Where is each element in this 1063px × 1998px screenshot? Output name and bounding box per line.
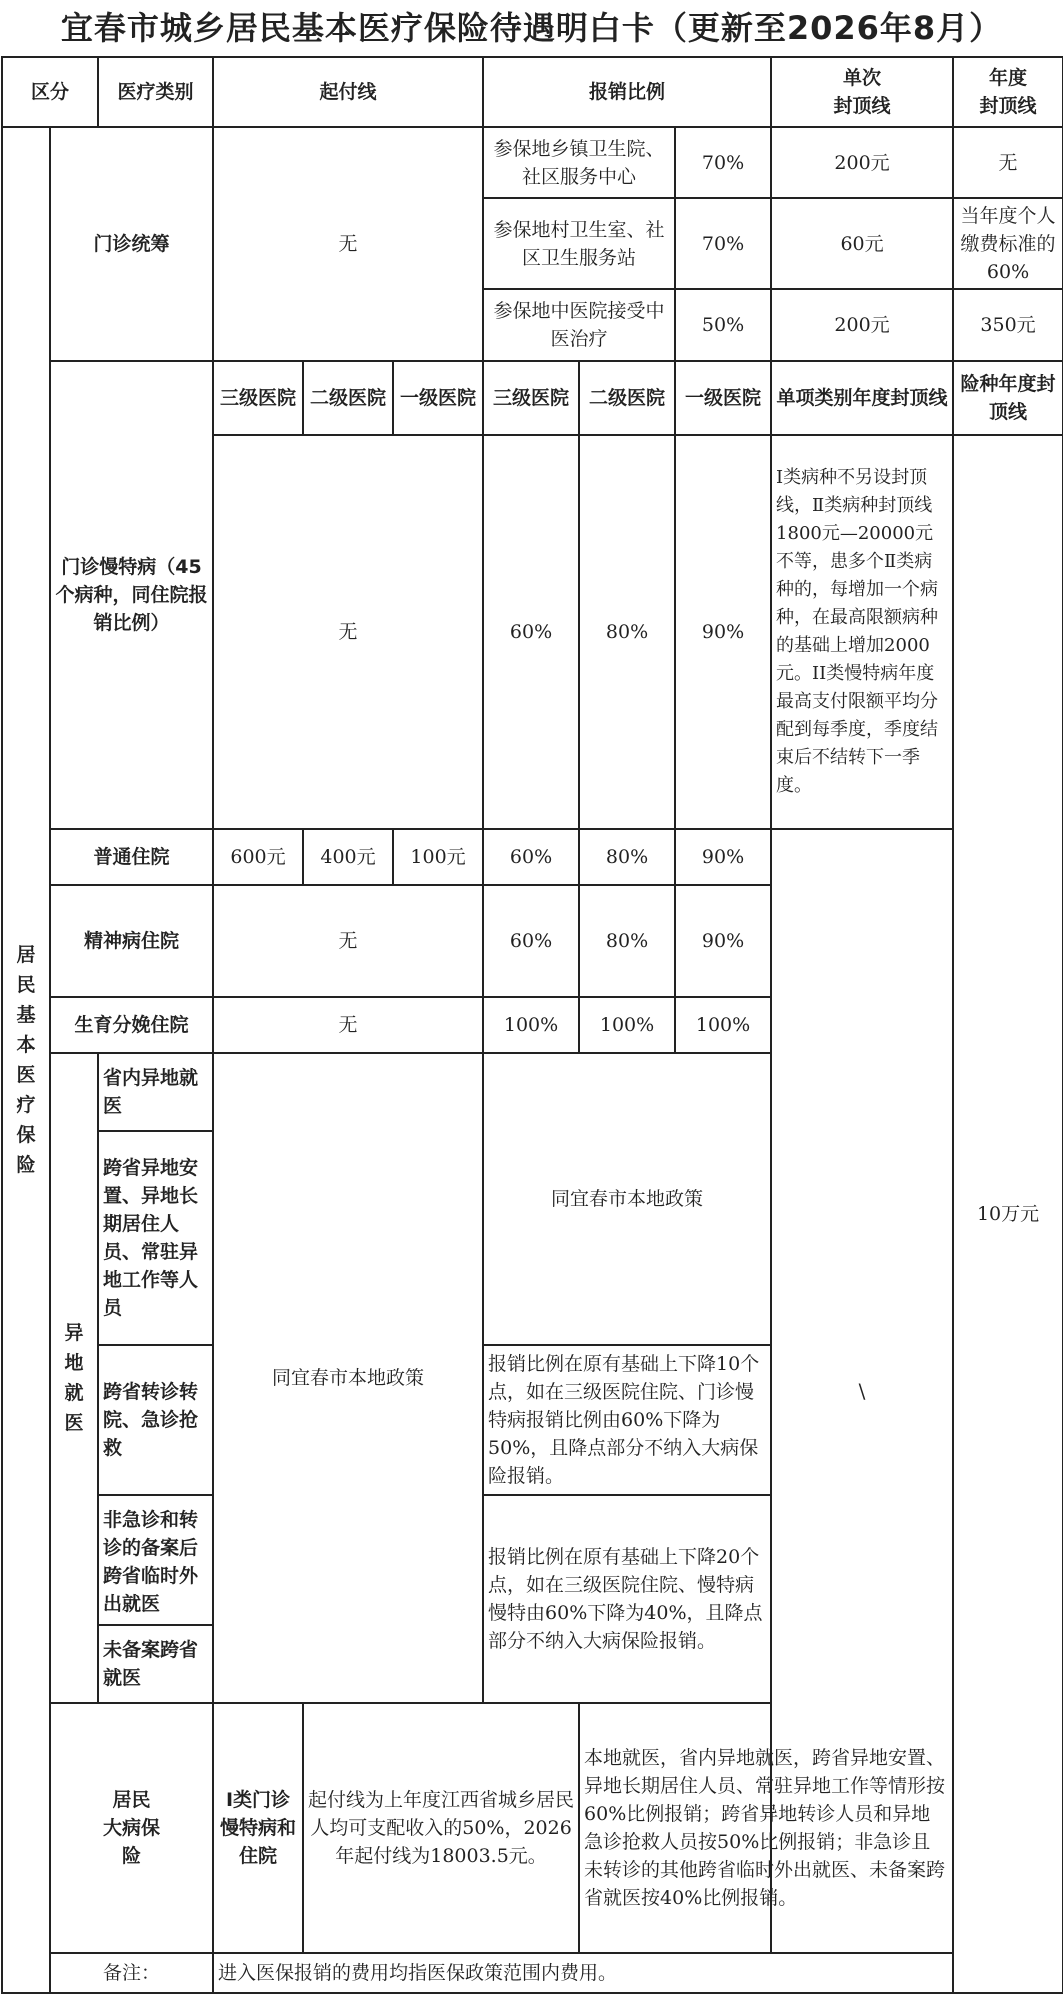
footer-note: 进入医保报销的费用均指医保政策范围内费用。	[213, 1953, 1063, 1993]
maternity-ratio-level-2: 100%	[579, 997, 675, 1053]
chronic-deductible: 无	[213, 435, 483, 829]
header-single-cap: 单次 封顶线	[771, 57, 953, 127]
remote-ratio-transfer: 报销比例在原有基础上下降10个点，如在三级医院住院、门诊慢特病报销比例由60%下降为50%，且降点部分不纳入大病保险报销。	[483, 1345, 771, 1495]
item-annual-cap-header: 单项类别年度封顶线	[771, 361, 953, 435]
level-1-deductible: 一级医院	[393, 361, 483, 435]
outpatient-ratio-2: 70%	[675, 198, 771, 289]
header-annual-cap: 年度 封顶线	[953, 57, 1063, 127]
remote-sub-in-province: 省内异地就医	[98, 1053, 213, 1131]
header-row	[2, 57, 1063, 127]
inpatient-deductible-level-1: 100元	[393, 829, 483, 885]
maternity-ratio-level-1: 100%	[675, 997, 771, 1053]
section-serious-insurance: 居民 大病保 险	[50, 1703, 213, 1953]
remote-ratio-unfiled: 报销比例在原有基础上下降20个点，如在三级医院住院、慢特病慢特由60%下降为40%，且降点部分不纳入大病保险报销。	[483, 1495, 771, 1703]
level-3-ratio: 三级医院	[483, 361, 579, 435]
mental-deductible: 无	[213, 885, 483, 997]
outpatient-single-cap-3: 200元	[771, 289, 953, 361]
section-basic-insurance: 居 民 基 本 医 疗 保 险	[2, 127, 50, 1993]
maternity-deductible: 无	[213, 997, 483, 1053]
level-1-ratio: 一级医院	[675, 361, 771, 435]
inpatient-ratio-level-2: 80%	[579, 829, 675, 885]
chronic-ratio-level-1: 90%	[675, 435, 771, 829]
footer-label: 备注：	[50, 1953, 213, 1993]
item-cap-placeholder: \	[771, 829, 953, 1953]
level-3-deductible: 三级医院	[213, 361, 303, 435]
serious-deductible: 起付线为上年度江西省城乡居民人均可支配收入的50%，2026年起付线为18003.5元。	[303, 1703, 579, 1953]
outpatient-deductible: 无	[213, 127, 483, 361]
header-ratio: 报销比例	[483, 57, 771, 127]
page-title: 宜春市城乡居民基本医疗保险待遇明白卡（更新至2026年8月）	[60, 9, 1003, 47]
level-header-row	[2, 361, 1063, 435]
remote-deductible: 同宜春市本地政策	[213, 1053, 483, 1703]
outpatient-annual-cap-3: 350元	[953, 289, 1063, 361]
remote-sub-unfiled: 未备案跨省就医	[98, 1625, 213, 1703]
outpatient-row-1	[2, 127, 1063, 198]
chronic-label: 门诊慢特病（45个病种，同住院报销比例）	[50, 361, 213, 829]
remote-sub-resettled: 跨省异地安置、异地长期居住人员、常驻异地工作等人员	[98, 1131, 213, 1345]
mental-label: 精神病住院	[50, 885, 213, 997]
serious-row	[2, 1703, 1063, 1953]
outpatient-place-3: 参保地中医院接受中医治疗	[483, 289, 675, 361]
mental-ratio-level-2: 80%	[579, 885, 675, 997]
outpatient-place-1: 参保地乡镇卫生院、社区服务中心	[483, 127, 675, 198]
header-deductible: 起付线	[213, 57, 483, 127]
remote-sub-temporary: 非急诊和转诊的备案后跨省临时外出就医	[98, 1495, 213, 1625]
outpatient-ratio-3: 50%	[675, 289, 771, 361]
mental-ratio-level-1: 90%	[675, 885, 771, 997]
outpatient-single-cap-1: 200元	[771, 127, 953, 198]
maternity-label: 生育分娩住院	[50, 997, 213, 1053]
header-category: 医疗类别	[98, 57, 213, 127]
inpatient-ratio-level-3: 60%	[483, 829, 579, 885]
level-2-ratio: 二级医院	[579, 361, 675, 435]
basic-annual-cap: 10万元	[953, 435, 1063, 1993]
chronic-cap-note: Ⅰ类病种不另设封顶线，Ⅱ类病种封顶线1800元—20000元不等，患多个Ⅱ类病种的，每增加一个病种，在最高限额病种的基础上增加2000元。II类慢特病年度最高支付限额平均分配到每季度，季度结束后不结转下一季度。	[771, 435, 953, 829]
outpatient-label: 门诊统筹	[50, 127, 213, 361]
serious-ratio: 本地就医，省内异地就医，跨省异地安置、异地长期居住人员、常驻异地工作等情形按60%比例报销；跨省异地转诊人员和异地急诊抢救人员按50%比例报销；非急诊且未转诊的其他跨省临时外出就医、未备案跨省就医按40%比例报销。	[579, 1703, 953, 1953]
remote-label: 异 地 就 医	[50, 1053, 98, 1703]
inpatient-label: 普通住院	[50, 829, 213, 885]
inpatient-ratio-level-1: 90%	[675, 829, 771, 885]
benefits-table	[1, 56, 1063, 1994]
header-zone: 区分	[2, 57, 98, 127]
inpatient-deductible-level-2: 400元	[303, 829, 393, 885]
outpatient-single-cap-2: 60元	[771, 198, 953, 289]
outpatient-place-2: 参保地村卫生室、社区卫生服务站	[483, 198, 675, 289]
level-2-deductible: 二级医院	[303, 361, 393, 435]
mental-ratio-level-3: 60%	[483, 885, 579, 997]
outpatient-ratio-1: 70%	[675, 127, 771, 198]
inpatient-row	[2, 829, 1063, 885]
outpatient-annual-cap-1: 无	[953, 127, 1063, 198]
chronic-ratio-level-2: 80%	[579, 435, 675, 829]
insurance-annual-cap-header: 险种年度封顶线	[953, 361, 1063, 435]
remote-sub-transfer: 跨省转诊转院、急诊抢救	[98, 1345, 213, 1495]
outpatient-annual-cap-2: 当年度个人缴费标准的60%	[953, 198, 1063, 289]
inpatient-deductible-level-3: 600元	[213, 829, 303, 885]
serious-label: I类门诊慢特病和住院	[213, 1703, 303, 1953]
footer-row	[2, 1953, 1063, 1993]
maternity-ratio-level-3: 100%	[483, 997, 579, 1053]
remote-ratio-local: 同宜春市本地政策	[483, 1053, 771, 1345]
chronic-ratio-level-3: 60%	[483, 435, 579, 829]
